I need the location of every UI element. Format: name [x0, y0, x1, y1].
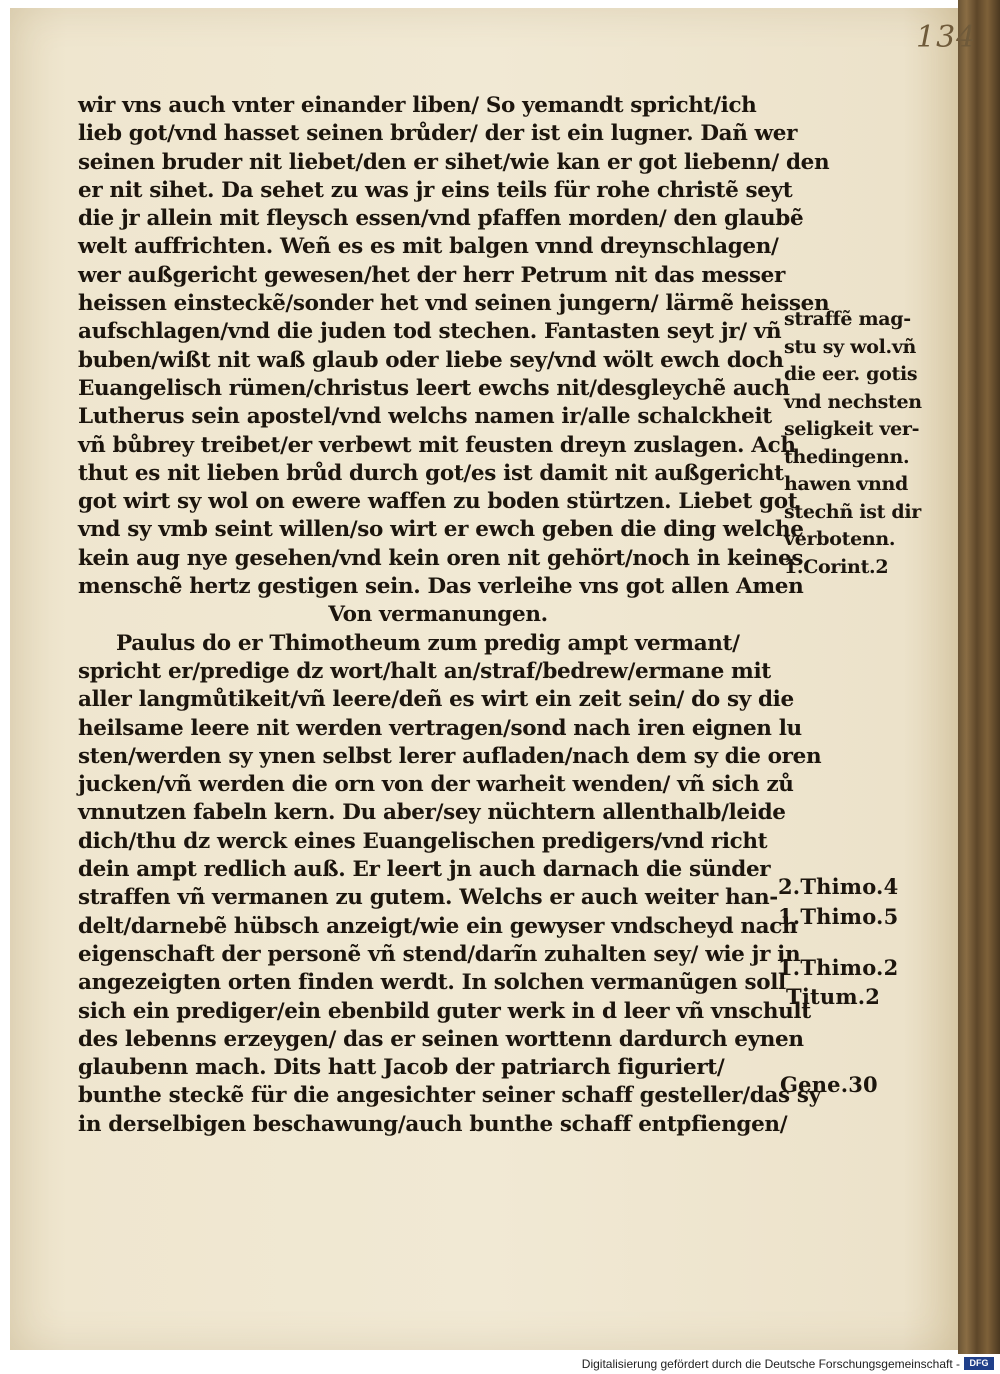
text-line: buben/wißt nit waß glaub oder liebe sey/vnd wölt ewch doch: [78, 347, 784, 373]
text-line: er nit sihet. Da sehet zu was jr eins teils für rohe christẽ seyt: [78, 177, 793, 203]
marginal-reference: Gene.30: [780, 1072, 878, 1097]
text-line: welt auffrichten. Weñ es es mit balgen vnnd dreynschlagen/: [78, 234, 779, 260]
marginal-note-line: die eer. gotis: [784, 363, 918, 385]
text-line: got wirt sy wol on ewere waffen zu boden stürtzen. Liebet got: [78, 489, 798, 515]
text-line: aller langmůtikeit/vñ leere/deñ es wirt ein zeit sein/ do sy die: [78, 687, 794, 713]
marginal-reference: Titum.2: [786, 984, 881, 1009]
text-line: vñ bůbrey treibet/er verbewt mit feusten dreyn zuslagen. Ach: [78, 432, 796, 458]
text-line: seinen bruder nit liebet/den er sihet/wie kan er got liebenn/ den: [78, 149, 830, 175]
marginal-note-line: thedingenn.: [784, 445, 910, 468]
text-line: dein ampt redlich auß. Er leert jn auch darnach die sünder: [78, 857, 771, 883]
marginal-note-line: verbotenn.: [784, 528, 896, 550]
text-line: Paulus do er Thimotheum zum predig ampt vermant/: [116, 630, 740, 656]
marginal-note-line: straffẽ mag-: [784, 308, 911, 330]
text-line: aufschlagen/vnd die juden tod stechen. Fantasten seyt jr/ vñ: [78, 319, 782, 345]
text-line: vnd sy vmb seint willen/so wirt er ewch geben die ding welche: [78, 517, 804, 543]
marginal-reference: 1.Thimo.2: [778, 955, 899, 980]
text-line: menschẽ hertz gestigen sein. Das verleihe vns got allen Amen: [78, 574, 804, 600]
text-line: eigenschaft der personẽ vñ stend/darĩn zuhalten sey/ wie jr in: [78, 941, 801, 967]
text-line: sich ein prediger/ein ebenbild guter werk in d leer vñ vnschult: [78, 998, 811, 1024]
text-line: angezeigten orten finden werdt. In solchen vermanũgen soll: [78, 970, 786, 996]
text-line: thut es nit lieben brůd durch got/es ist damit nit außgericht: [78, 460, 784, 486]
marginal-note-line: seligkeit ver-: [784, 418, 920, 440]
dfg-logo: DFG: [964, 1357, 994, 1370]
text-line: in derselbigen beschawung/auch bunthe schaff entpfiengen/: [78, 1111, 788, 1137]
text-line: kein aug nye gesehen/vnd kein oren nit gehört/noch in keines: [78, 545, 804, 571]
text-line: dich/thu dz werck eines Euangelischen predigers/vnd richt: [78, 828, 768, 854]
marginal-note-line: 1.Corint.2: [784, 555, 889, 578]
marginal-note-line: vnd nechsten: [784, 390, 922, 413]
marginal-note-line: hawen vnnd: [784, 473, 908, 495]
folio-number: 134: [916, 20, 977, 55]
text-line: lieb got/vnd hasset seinen brůder/ der ist ein lugner. Dañ wer: [78, 121, 798, 147]
text-line: jucken/vñ werden die orn von der warheit wenden/ vñ sich zů: [78, 772, 794, 798]
text-line: wir vns auch vnter einander liben/ So yemandt spricht/ich: [78, 93, 757, 118]
funding-credit: Digitalisierung gefördert durch die Deutsche Forschungsgemeinschaft -: [581, 1357, 960, 1371]
book-edge: [958, 0, 1000, 1354]
text-line: Euangelisch rümen/christus leert ewchs nit/desgleychẽ auch: [78, 375, 790, 401]
marginal-note: [784, 306, 954, 581]
text-line: heilsame leere nit werden vertragen/sond nach iren eignen lu: [78, 715, 802, 741]
footer-bar: [0, 1354, 1000, 1374]
text-line: delt/darnebẽ hübsch anzeigt/wie ein gewyser vndscheyd nach: [78, 913, 798, 939]
text-line: straffen vñ vermanen zu gutem. Welchs er auch weiter han-: [78, 885, 778, 911]
text-line: des lebenns erzeygen/ das er seinen worttenn dardurch eynen: [78, 1026, 804, 1052]
text-line: sten/werden sy ynen selbst lerer aufladen/nach dem sy die oren: [78, 743, 822, 769]
marginal-reference: 2.Thimo.4: [778, 874, 899, 899]
marginal-note-line: stu sy wol.vñ: [784, 335, 917, 358]
text-line: spricht er/predige dz wort/halt an/straf/bedrew/ermane mit: [78, 658, 771, 684]
text-line: glaubenn mach. Dits hatt Jacob der patriarch figuriert/: [78, 1055, 725, 1081]
section-heading: Von vermanungen.: [328, 602, 548, 628]
marginal-note-line: stechñ ist dir: [784, 500, 921, 523]
text-line: Lutherus sein apostel/vnd welchs namen ir/alle schalckheit: [78, 404, 772, 430]
text-line: wer außgericht gewesen/het der herr Petrum nit das messer: [78, 262, 785, 288]
text-line: vnnutzen fabeln kern. Du aber/sey nüchtern allenthalb/leide: [78, 800, 786, 826]
text-line: bunthe steckẽ für die angesichter seiner schaff gesteller/das sy: [78, 1083, 821, 1109]
text-line: heissen einsteckẽ/sonder het vnd seinen jungern/ lärmẽ heissen: [78, 291, 830, 317]
marginal-reference: 1.Thimo.5: [778, 904, 899, 929]
text-line: die jr allein mit fleysch essen/vnd pfaffen morden/ den glaubẽ: [78, 206, 804, 232]
